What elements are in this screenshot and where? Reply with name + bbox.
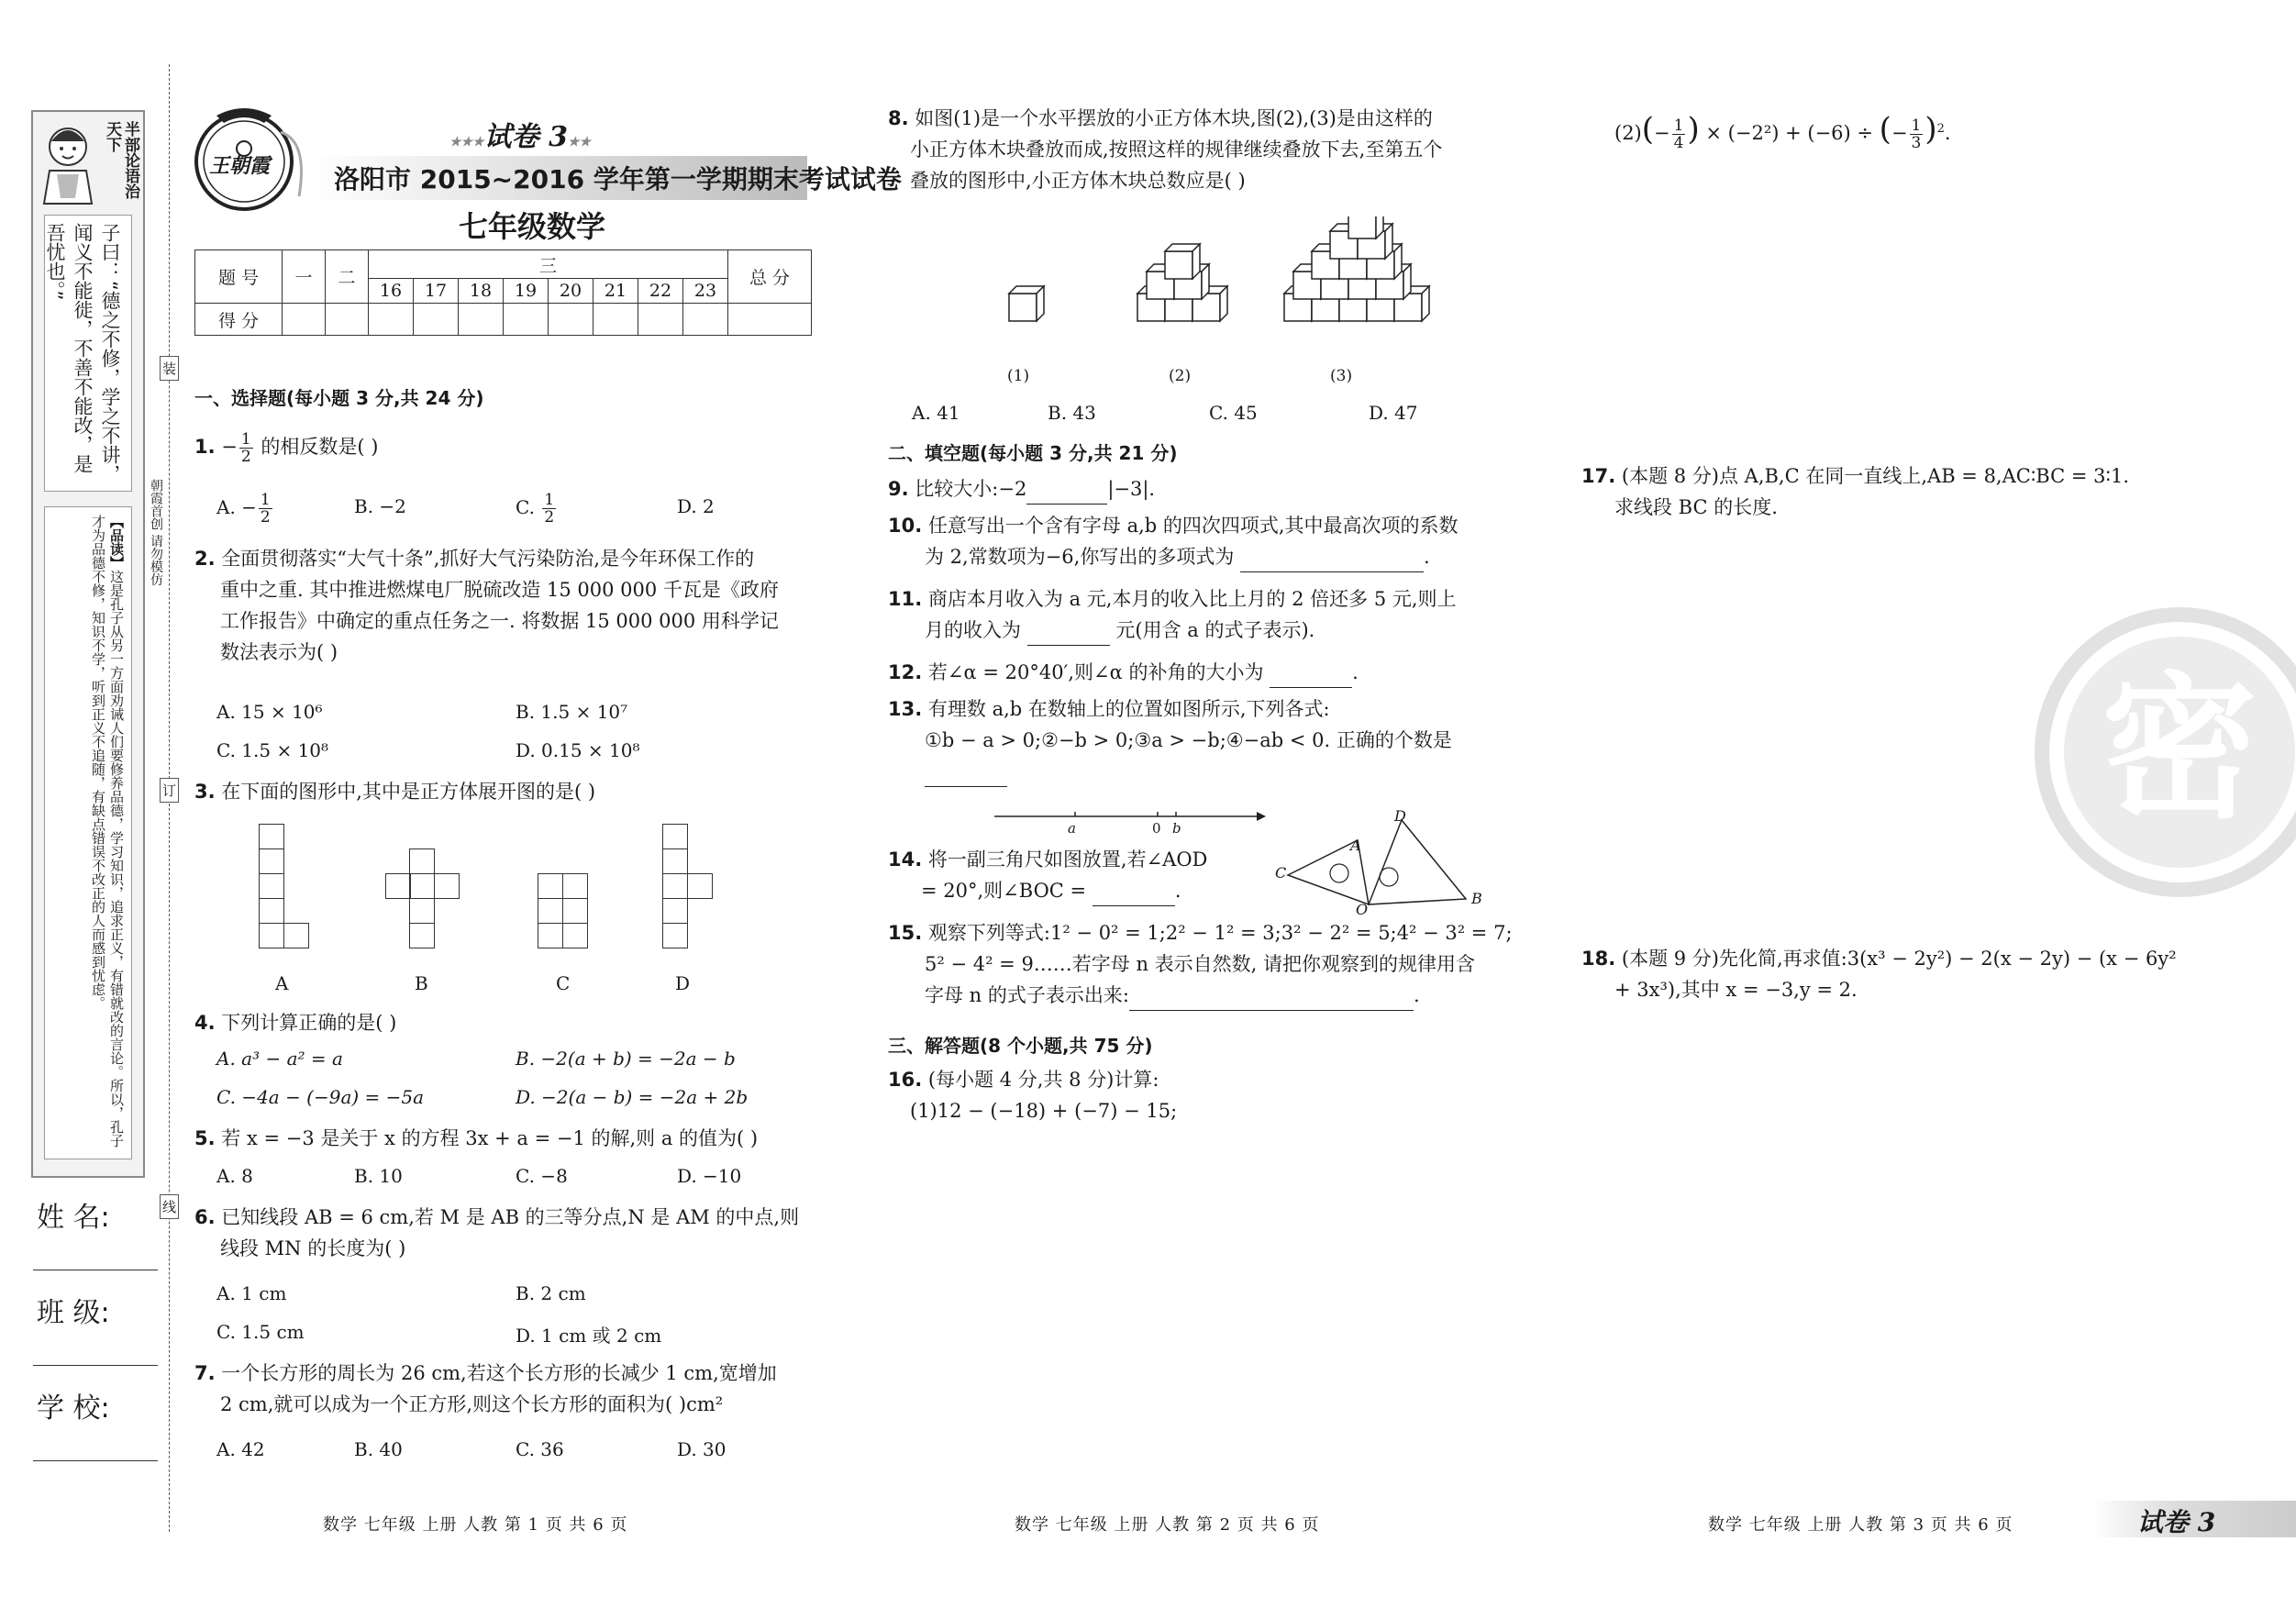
q6-option-d[interactable]: D. 1 cm 或 2 cm <box>516 1325 662 1347</box>
fig-label-2: (2) <box>1169 367 1192 385</box>
question-number: 12. <box>888 661 923 683</box>
q2-option-a[interactable]: A. 15 × 10⁶ <box>216 701 323 723</box>
question-number: 11. <box>888 588 923 610</box>
q4-option-a[interactable]: A. a³ − a² = a <box>216 1048 343 1070</box>
q3-option-b[interactable]: B <box>415 972 428 994</box>
question-number: 5. <box>194 1127 216 1149</box>
question-number: 8. <box>888 107 909 129</box>
question-number: 13. <box>888 698 923 720</box>
vertical-copyright-note: 朝霞首创 请勿模仿 <box>149 479 163 586</box>
q3-option-d[interactable]: D <box>675 972 691 994</box>
point-label-o: O <box>1356 901 1369 918</box>
cube-stack-figures <box>991 216 1449 336</box>
school-field[interactable] <box>33 1460 158 1461</box>
score-table <box>194 250 812 336</box>
question-number: 15. <box>888 922 923 944</box>
question-18: 18. (本题 9 分)先化简,再求值:3(x³ − 2y²) − 2(x − 2y) − (x − 6y² + 3x³),其中 x = −3,y = 2. <box>1581 948 2177 1001</box>
q6-option-b[interactable]: B. 2 cm <box>516 1282 586 1304</box>
score-subcol: 19 <box>504 279 549 304</box>
q5-option-b[interactable]: B. 10 <box>354 1165 403 1187</box>
question-12: 12. 若∠α = 20°40′,则∠α 的补角的大小为 . <box>888 657 1359 688</box>
q2-option-d[interactable]: D. 0.15 × 10⁸ <box>516 739 640 761</box>
confucius-quote: 子曰：“德之不修，学之不讲，闻义不能徙，不善不能改，是吾忧也。” <box>44 223 121 483</box>
section-3-heading: 三、解答题(8 个小题,共 75 分) <box>888 1035 1153 1057</box>
q4-option-b[interactable]: B. −2(a + b) = −2a − b <box>516 1048 736 1070</box>
fig-label-3: (3) <box>1330 367 1353 385</box>
q1-option-b[interactable]: B. −2 <box>354 495 406 517</box>
q13-answer-blank[interactable] <box>925 764 1007 787</box>
q12-answer-blank[interactable] <box>1270 665 1352 688</box>
question-number: 3. <box>194 781 216 803</box>
sidebar-header-chars: 半部论语治天下 <box>103 121 139 199</box>
q9-answer-blank[interactable] <box>1026 482 1107 505</box>
q7-option-b[interactable]: B. 40 <box>354 1438 403 1460</box>
brand-logo-text: 王朝霞 <box>209 154 271 178</box>
axis-label-a: a <box>1068 820 1076 837</box>
q1-sign: − <box>221 436 238 458</box>
score-cell[interactable] <box>728 304 812 336</box>
q1-option-a[interactable]: A. − $\frac{1}{2}$ <box>216 491 271 527</box>
question-4: 4. 下列计算正确的是( ) <box>194 1012 397 1034</box>
axis-label-0: 0 <box>1152 820 1161 837</box>
q8-option-c[interactable]: C. 45 <box>1209 402 1258 424</box>
q4-option-c[interactable]: C. −4a − (−9a) = −5a <box>216 1086 425 1108</box>
q6-option-c[interactable]: C. 1.5 cm <box>216 1321 305 1343</box>
q8-option-d[interactable]: D. 47 <box>1369 402 1418 424</box>
class-label: 班 级: <box>37 1297 110 1329</box>
q1-option-c[interactable]: C. $\frac{1}{2}$ <box>516 491 555 527</box>
score-cell[interactable] <box>326 304 369 336</box>
fraction: $\frac{1}{2}$ <box>240 430 251 466</box>
cube-icon <box>1009 286 1044 321</box>
q14-answer-blank[interactable] <box>1093 883 1175 906</box>
number-line-figure <box>991 804 1266 840</box>
score-cell[interactable] <box>504 304 549 336</box>
score-subcol: 23 <box>683 279 728 304</box>
question-10: 10. 任意写出一个含有字母 a,b 的四次四项式,其中最高次项的系数 为 2,常数项为−6,你写出的多项式为 . <box>888 510 1459 572</box>
exam-title: 洛阳市 2015~2016 学年第一学期期末考试试卷 <box>334 164 902 194</box>
score-cell[interactable] <box>369 304 414 336</box>
name-label: 姓 名: <box>37 1202 110 1234</box>
score-subcol: 17 <box>414 279 459 304</box>
question-16: 16. (每小题 4 分,共 8 分)计算: (1)12 − (−18) + (−7) − 15; <box>888 1069 1178 1122</box>
score-cell[interactable] <box>638 304 683 336</box>
sidebar-motto-box <box>31 110 145 1178</box>
question-number: 18. <box>1581 948 1616 970</box>
sidebar <box>0 0 177 1597</box>
question-7: 7. 一个长方形的周长为 26 cm,若这个长方形的长减少 1 cm,宽增加 2 cm,就可以成为一个正方形,则这个长方形的面积为( )cm² <box>194 1362 777 1415</box>
score-subcol: 22 <box>638 279 683 304</box>
question-number: 7. <box>194 1362 216 1384</box>
star-decoration-icon: ★★★ <box>449 135 484 150</box>
q10-answer-blank[interactable] <box>1240 549 1424 572</box>
score-cell[interactable] <box>683 304 728 336</box>
question-3: 3. 在下面的图形中,其中是正方体展开图的是( ) <box>194 781 596 803</box>
q4-option-d[interactable]: D. −2(a − b) = −2a + 2b <box>516 1086 749 1108</box>
section-1-heading: 一、选择题(每小题 3 分,共 24 分) <box>194 387 484 409</box>
binding-mark-xian: 线 <box>160 1194 179 1219</box>
q15-answer-blank[interactable] <box>1129 988 1414 1011</box>
pindu-text <box>89 515 126 1151</box>
question-number: 17. <box>1581 465 1616 487</box>
binding-mark-ding: 订 <box>160 778 179 803</box>
point-label-b: B <box>1471 890 1482 907</box>
pindu-panel <box>44 506 132 1159</box>
page-2-footer: 数学 七年级 上册 人教 第 2 页 共 6 页 <box>1015 1515 1320 1535</box>
q11-answer-blank[interactable] <box>1027 623 1110 646</box>
page-3-footer: 数学 七年级 上册 人教 第 3 页 共 6 页 <box>1708 1515 2013 1535</box>
secret-seal-watermark-icon <box>2024 605 2296 899</box>
watermark-char: 密 <box>2101 659 2258 840</box>
score-cell[interactable] <box>283 304 326 336</box>
score-col-two: 二 <box>326 250 369 304</box>
q7-option-a[interactable]: A. 42 <box>216 1438 265 1460</box>
score-subcol: 18 <box>459 279 504 304</box>
school-label: 学 校: <box>37 1392 110 1425</box>
score-cell[interactable] <box>414 304 459 336</box>
q3-option-a[interactable]: A <box>275 972 289 994</box>
question-number: 10. <box>888 515 923 537</box>
question-9: 9. 比较大小:−2 |−3|. <box>888 473 1155 505</box>
quote-panel <box>44 215 132 492</box>
q8-option-b[interactable]: B. 43 <box>1048 402 1096 424</box>
question-2: 2. 全面贯彻落实“大气十条”,抓好大气污染防治,是今年环保工作的 重中之重. 其中推进燃煤电厂脱硫改造 15 000 000 千瓦是《政府 工作报告》中确定的重点任务之一. 将数据 15 000 000 用科学记 数法表示为( ) <box>194 548 779 663</box>
q5-option-d[interactable]: D. −10 <box>677 1165 742 1187</box>
point-label-d: D <box>1394 807 1406 825</box>
q5-option-a[interactable]: A. 8 <box>216 1165 253 1187</box>
q1-option-d[interactable]: D. 2 <box>677 495 715 517</box>
pindu-title: 【品读】 <box>108 515 125 570</box>
score-cell[interactable] <box>459 304 504 336</box>
question-1 <box>194 431 378 465</box>
question-6: 6. 已知线段 AB = 6 cm,若 M 是 AB 的三等分点,N 是 AM 的中点,则 线段 MN 的长度为( ) <box>194 1206 800 1259</box>
paper-label <box>449 114 591 154</box>
question-number: 1. <box>194 436 216 458</box>
star-decoration-icon: ★★ <box>567 135 592 150</box>
fig-label-1: (1) <box>1007 367 1030 385</box>
question-16-part-2: (2)(− $\frac{1}{4}$ ) × (−2²) + (−6) ÷ (− $\frac{1}{3}$ )$^2$. <box>1614 111 1951 152</box>
class-field[interactable] <box>33 1365 158 1366</box>
triangle-rulers-figure <box>1273 807 1493 917</box>
paper-label-text: 试卷 3 <box>483 121 568 153</box>
q1-text: 的相反数是( ) <box>254 436 379 458</box>
section-2-heading: 二、填空题(每小题 3 分,共 21 分) <box>888 442 1178 464</box>
score-subcol: 20 <box>549 279 593 304</box>
question-number: 14. <box>888 848 923 871</box>
score-table-header: 题 号 <box>195 250 283 304</box>
question-13: 13. 有理数 a,b 在数轴上的位置如图所示,下列各式: ①b − a > 0;②−b > 0;③a > −b;④−ab < 0. 正确的个数是 <box>888 693 1452 787</box>
score-col-one: 一 <box>283 250 326 304</box>
question-number: 6. <box>194 1206 216 1228</box>
score-col-total: 总 分 <box>728 250 812 304</box>
question-number: 4. <box>194 1012 216 1034</box>
question-15: 15. 观察下列等式:1² − 0² = 1;2² − 1² = 3;3² − 2² = 5;4² − 3² = 7; 5² − 4² = 9……若字母 n 表示自然数, 请把你观察到的规律用含 字母 n 的式子表示出来: . <box>888 917 1513 1011</box>
score-subcol: 16 <box>369 279 414 304</box>
question-14: 14. 将一副三角尺如图放置,若∠AOD = 20°,则∠BOC = . <box>888 844 1207 906</box>
exam-subtitle: 七年级数学 <box>459 209 606 244</box>
q3-option-c[interactable]: C <box>556 972 571 994</box>
score-cell[interactable] <box>549 304 593 336</box>
question-8: 8. 如图(1)是一个水平摆放的小正方体木块,图(2),(3)是由这样的 小正方体木块叠放而成,按照这样的规律继续叠放下去,至第五个 叠放的图形中,小正方体木块总数应是( ) <box>888 107 1443 192</box>
question-11: 11. 商店本月收入为 a 元,本月的收入比上月的 2 倍还多 5 元,则上 月的收入为 元(用含 a 的式子表示). <box>888 583 1457 646</box>
q6-option-a[interactable]: A. 1 cm <box>216 1282 287 1304</box>
axis-label-b: b <box>1172 820 1181 837</box>
question-5: 5. 若 x = −3 是关于 x 的方程 3x + a = −1 的解,则 a 的值为( ) <box>194 1127 759 1149</box>
score-subcol: 21 <box>593 279 638 304</box>
score-cell[interactable] <box>593 304 638 336</box>
pindu-body: 这是孔子从另一方面劝诫人们要修养品德，学习知识，追求正义，有错就改的言论。所以，孔子才为品德不修，知识不学，听到正义不追随，有缺点错误不改正的人而感到忧虑。 <box>90 515 125 1148</box>
q2-option-b[interactable]: B. 1.5 × 10⁷ <box>516 701 628 723</box>
question-number: 9. <box>888 478 909 500</box>
paper-tag: 试卷 3 <box>2137 1507 2216 1537</box>
q5-option-c[interactable]: C. −8 <box>516 1165 568 1187</box>
question-number: 16. <box>888 1069 923 1091</box>
q2-option-c[interactable]: C. 1.5 × 10⁸ <box>216 739 329 761</box>
binding-mark-zhuang: 装 <box>160 356 179 381</box>
question-number: 2. <box>194 548 216 570</box>
point-label-a: A <box>1350 837 1361 854</box>
question-17: 17. (本题 8 分)点 A,B,C 在同一直线上,AB = 8,AC∶BC = 3∶1. 求线段 BC 的长度. <box>1581 465 2130 518</box>
q7-option-d[interactable]: D. 30 <box>677 1438 727 1460</box>
q7-option-c[interactable]: C. 36 <box>516 1438 564 1460</box>
score-col-three: 三 <box>369 250 728 279</box>
q8-option-a[interactable]: A. 41 <box>912 402 960 424</box>
confucius-cartoon-icon <box>39 119 97 207</box>
score-row-label: 得 分 <box>195 304 283 336</box>
page-1-footer: 数学 七年级 上册 人教 第 1 页 共 6 页 <box>323 1515 628 1535</box>
point-label-c: C <box>1275 864 1287 882</box>
